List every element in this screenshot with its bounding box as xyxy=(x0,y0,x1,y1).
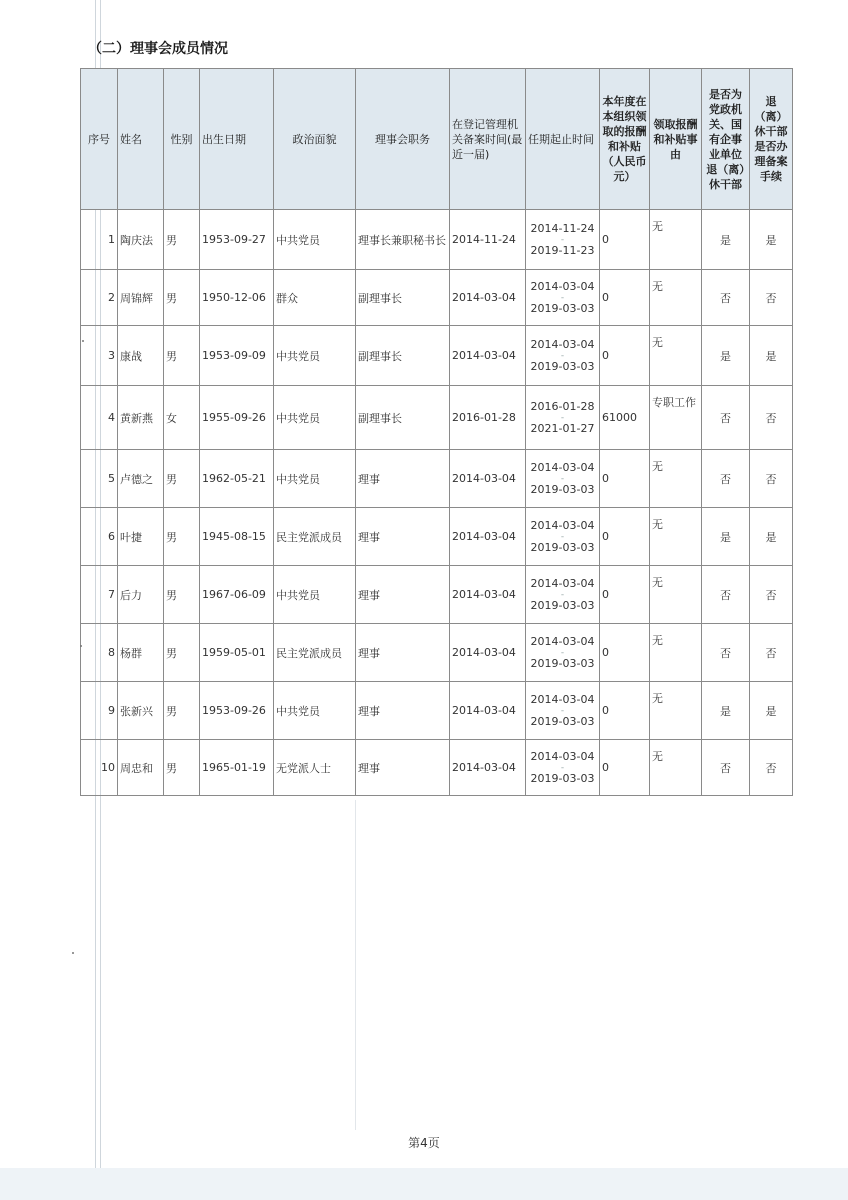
member-birth-date: 1959-05-01 xyxy=(200,624,274,682)
term-start: 2014-03-04 xyxy=(530,518,595,532)
member-retired-official: 是 xyxy=(702,210,750,270)
member-name: 康战 xyxy=(118,326,164,386)
table-row xyxy=(81,210,793,270)
table-row xyxy=(81,624,793,682)
member-political-status: 无党派人士 xyxy=(274,740,356,796)
member-retired-official: 是 xyxy=(702,326,750,386)
row-index: 3 xyxy=(81,326,118,386)
member-term xyxy=(526,508,600,566)
col-term: 任期起止时间 xyxy=(526,69,600,210)
term-start: 2014-03-04 xyxy=(530,634,595,648)
member-political-status: 民主党派成员 xyxy=(274,508,356,566)
member-retired-official: 是 xyxy=(702,682,750,740)
member-retiree-filing: 否 xyxy=(750,740,793,796)
member-compensation: 0 xyxy=(600,326,650,386)
col-birth: 出生日期 xyxy=(200,69,274,210)
member-name: 杨群 xyxy=(118,624,164,682)
member-sex: 男 xyxy=(164,270,200,326)
table-header-row xyxy=(81,69,793,210)
board-members-table xyxy=(80,68,793,796)
row-index: 9 xyxy=(81,682,118,740)
member-compensation: 0 xyxy=(600,740,650,796)
member-compensation-reason: 无 xyxy=(650,682,702,740)
member-political-status: 中共党员 xyxy=(274,566,356,624)
row-index: 10 xyxy=(81,740,118,796)
term-end: 2019-03-03 xyxy=(530,656,595,670)
member-sex: 女 xyxy=(164,386,200,450)
member-compensation-reason: 无 xyxy=(650,740,702,796)
term-separator: - xyxy=(560,647,565,658)
page-number: 第4页 xyxy=(408,1136,440,1150)
member-birth-date: 1965-01-19 xyxy=(200,740,274,796)
col-registration-date: 在登记管理机关备案时间(最近一届) xyxy=(450,69,526,210)
member-registration-date: 2014-03-04 xyxy=(450,682,526,740)
member-registration-date: 2014-03-04 xyxy=(450,450,526,508)
table-row xyxy=(81,450,793,508)
member-board-role: 理事 xyxy=(356,624,450,682)
member-birth-date: 1953-09-26 xyxy=(200,682,274,740)
row-index: 2 xyxy=(81,270,118,326)
table-row xyxy=(81,386,793,450)
row-index: 4 xyxy=(81,386,118,450)
term-end: 2019-03-03 xyxy=(530,714,595,728)
member-term xyxy=(526,566,600,624)
term-separator: - xyxy=(560,350,565,361)
term-separator: - xyxy=(560,234,565,245)
member-registration-date: 2014-03-04 xyxy=(450,508,526,566)
member-retired-official: 否 xyxy=(702,450,750,508)
member-compensation-reason: 无 xyxy=(650,210,702,270)
scan-speck xyxy=(72,952,74,954)
term-end: 2019-03-03 xyxy=(530,540,595,554)
member-name: 卢德之 xyxy=(118,450,164,508)
term-end: 2019-11-23 xyxy=(530,243,595,257)
term-start: 2014-03-04 xyxy=(530,279,595,293)
table-row xyxy=(81,682,793,740)
member-birth-date: 1955-09-26 xyxy=(200,386,274,450)
member-compensation: 0 xyxy=(600,682,650,740)
member-political-status: 中共党员 xyxy=(274,450,356,508)
member-term xyxy=(526,270,600,326)
term-start: 2014-03-04 xyxy=(530,576,595,590)
member-registration-date: 2014-03-04 xyxy=(450,326,526,386)
col-retired-official: 是否为党政机关、国有企事业单位退（离）休干部 xyxy=(702,69,750,210)
row-index: 5 xyxy=(81,450,118,508)
member-board-role: 理事长兼职秘书长 xyxy=(356,210,450,270)
col-retiree-filing: 退（离）休干部是否办理备案手续 xyxy=(750,69,793,210)
term-start: 2014-03-04 xyxy=(530,749,595,763)
member-birth-date: 1953-09-09 xyxy=(200,326,274,386)
term-end: 2021-01-27 xyxy=(530,421,595,435)
member-retired-official: 否 xyxy=(702,270,750,326)
member-registration-date: 2014-03-04 xyxy=(450,566,526,624)
member-compensation: 0 xyxy=(600,210,650,270)
member-term xyxy=(526,326,600,386)
member-sex: 男 xyxy=(164,210,200,270)
member-retired-official: 否 xyxy=(702,624,750,682)
section-title: （二）理事会成员情况 xyxy=(88,41,228,57)
member-retiree-filing: 是 xyxy=(750,326,793,386)
member-term xyxy=(526,740,600,796)
member-board-role: 理事 xyxy=(356,450,450,508)
member-retiree-filing: 否 xyxy=(750,270,793,326)
scan-speck xyxy=(80,645,82,647)
member-name: 叶捷 xyxy=(118,508,164,566)
term-end: 2019-03-03 xyxy=(530,359,595,373)
member-compensation-reason: 无 xyxy=(650,566,702,624)
col-board-role: 理事会职务 xyxy=(356,69,450,210)
member-compensation-reason: 无 xyxy=(650,450,702,508)
member-registration-date: 2014-03-04 xyxy=(450,270,526,326)
member-political-status: 中共党员 xyxy=(274,682,356,740)
member-name: 黄新燕 xyxy=(118,386,164,450)
table-row xyxy=(81,740,793,796)
member-compensation-reason: 无 xyxy=(650,508,702,566)
member-board-role: 理事 xyxy=(356,682,450,740)
table-row xyxy=(81,566,793,624)
member-sex: 男 xyxy=(164,740,200,796)
member-political-status: 中共党员 xyxy=(274,326,356,386)
term-separator: - xyxy=(560,292,565,303)
member-compensation-reason: 无 xyxy=(650,624,702,682)
term-end: 2019-03-03 xyxy=(530,301,595,315)
term-separator: - xyxy=(560,705,565,716)
row-index: 7 xyxy=(81,566,118,624)
member-political-status: 中共党员 xyxy=(274,210,356,270)
row-index: 8 xyxy=(81,624,118,682)
table-row xyxy=(81,326,793,386)
member-board-role: 副理事长 xyxy=(356,326,450,386)
member-registration-date: 2016-01-28 xyxy=(450,386,526,450)
member-sex: 男 xyxy=(164,624,200,682)
member-political-status: 中共党员 xyxy=(274,386,356,450)
member-board-role: 副理事长 xyxy=(356,386,450,450)
member-sex: 男 xyxy=(164,508,200,566)
member-compensation: 0 xyxy=(600,624,650,682)
member-retiree-filing: 否 xyxy=(750,566,793,624)
member-retiree-filing: 是 xyxy=(750,508,793,566)
scan-speck xyxy=(82,340,84,342)
member-retired-official: 否 xyxy=(702,740,750,796)
row-index: 1 xyxy=(81,210,118,270)
term-start: 2014-03-04 xyxy=(530,460,595,474)
term-separator: - xyxy=(560,473,565,484)
member-birth-date: 1950-12-06 xyxy=(200,270,274,326)
member-name: 周忠和 xyxy=(118,740,164,796)
col-name: 姓名 xyxy=(118,69,164,210)
member-political-status: 群众 xyxy=(274,270,356,326)
col-index: 序号 xyxy=(81,69,118,210)
member-retired-official: 否 xyxy=(702,386,750,450)
member-birth-date: 1945-08-15 xyxy=(200,508,274,566)
term-end: 2019-03-03 xyxy=(530,771,595,785)
row-index: 6 xyxy=(81,508,118,566)
member-board-role: 理事 xyxy=(356,508,450,566)
member-retiree-filing: 否 xyxy=(750,450,793,508)
member-sex: 男 xyxy=(164,450,200,508)
member-term xyxy=(526,624,600,682)
member-compensation: 0 xyxy=(600,508,650,566)
member-compensation: 0 xyxy=(600,270,650,326)
member-sex: 男 xyxy=(164,566,200,624)
member-registration-date: 2014-03-04 xyxy=(450,740,526,796)
member-compensation: 61000 xyxy=(600,386,650,450)
member-term xyxy=(526,210,600,270)
member-retiree-filing: 否 xyxy=(750,624,793,682)
term-separator: - xyxy=(560,589,565,600)
term-start: 2016-01-28 xyxy=(530,399,595,413)
member-compensation: 0 xyxy=(600,566,650,624)
term-end: 2019-03-03 xyxy=(530,598,595,612)
term-start: 2014-03-04 xyxy=(530,692,595,706)
member-compensation-reason: 无 xyxy=(650,326,702,386)
col-compensation: 本年度在本组织领取的报酬和补贴（人民币元） xyxy=(600,69,650,210)
term-separator: - xyxy=(560,531,565,542)
member-name: 周锦辉 xyxy=(118,270,164,326)
member-birth-date: 1953-09-27 xyxy=(200,210,274,270)
member-sex: 男 xyxy=(164,326,200,386)
term-start: 2014-03-04 xyxy=(530,337,595,351)
member-compensation-reason: 无 xyxy=(650,270,702,326)
member-retiree-filing: 是 xyxy=(750,682,793,740)
term-start: 2014-11-24 xyxy=(530,221,595,235)
member-compensation: 0 xyxy=(600,450,650,508)
member-registration-date: 2014-11-24 xyxy=(450,210,526,270)
member-retiree-filing: 否 xyxy=(750,386,793,450)
scan-bottom-edge xyxy=(0,1168,848,1200)
col-compensation-reason: 领取报酬和补贴事由 xyxy=(650,69,702,210)
member-board-role: 理事 xyxy=(356,566,450,624)
member-political-status: 民主党派成员 xyxy=(274,624,356,682)
member-retired-official: 是 xyxy=(702,508,750,566)
member-term xyxy=(526,450,600,508)
member-sex: 男 xyxy=(164,682,200,740)
member-term xyxy=(526,386,600,450)
term-separator: - xyxy=(560,762,565,773)
table-row xyxy=(81,270,793,326)
term-end: 2019-03-03 xyxy=(530,482,595,496)
member-board-role: 副理事长 xyxy=(356,270,450,326)
member-term xyxy=(526,682,600,740)
member-name: 陶庆法 xyxy=(118,210,164,270)
member-retiree-filing: 是 xyxy=(750,210,793,270)
member-retired-official: 否 xyxy=(702,566,750,624)
member-compensation-reason: 专职工作 xyxy=(650,386,702,450)
member-board-role: 理事 xyxy=(356,740,450,796)
col-sex: 性别 xyxy=(164,69,200,210)
member-name: 张新兴 xyxy=(118,682,164,740)
table-row xyxy=(81,508,793,566)
term-separator: - xyxy=(560,412,565,423)
member-birth-date: 1962-05-21 xyxy=(200,450,274,508)
member-birth-date: 1967-06-09 xyxy=(200,566,274,624)
member-registration-date: 2014-03-04 xyxy=(450,624,526,682)
col-political-status: 政治面貌 xyxy=(274,69,356,210)
member-name: 后力 xyxy=(118,566,164,624)
